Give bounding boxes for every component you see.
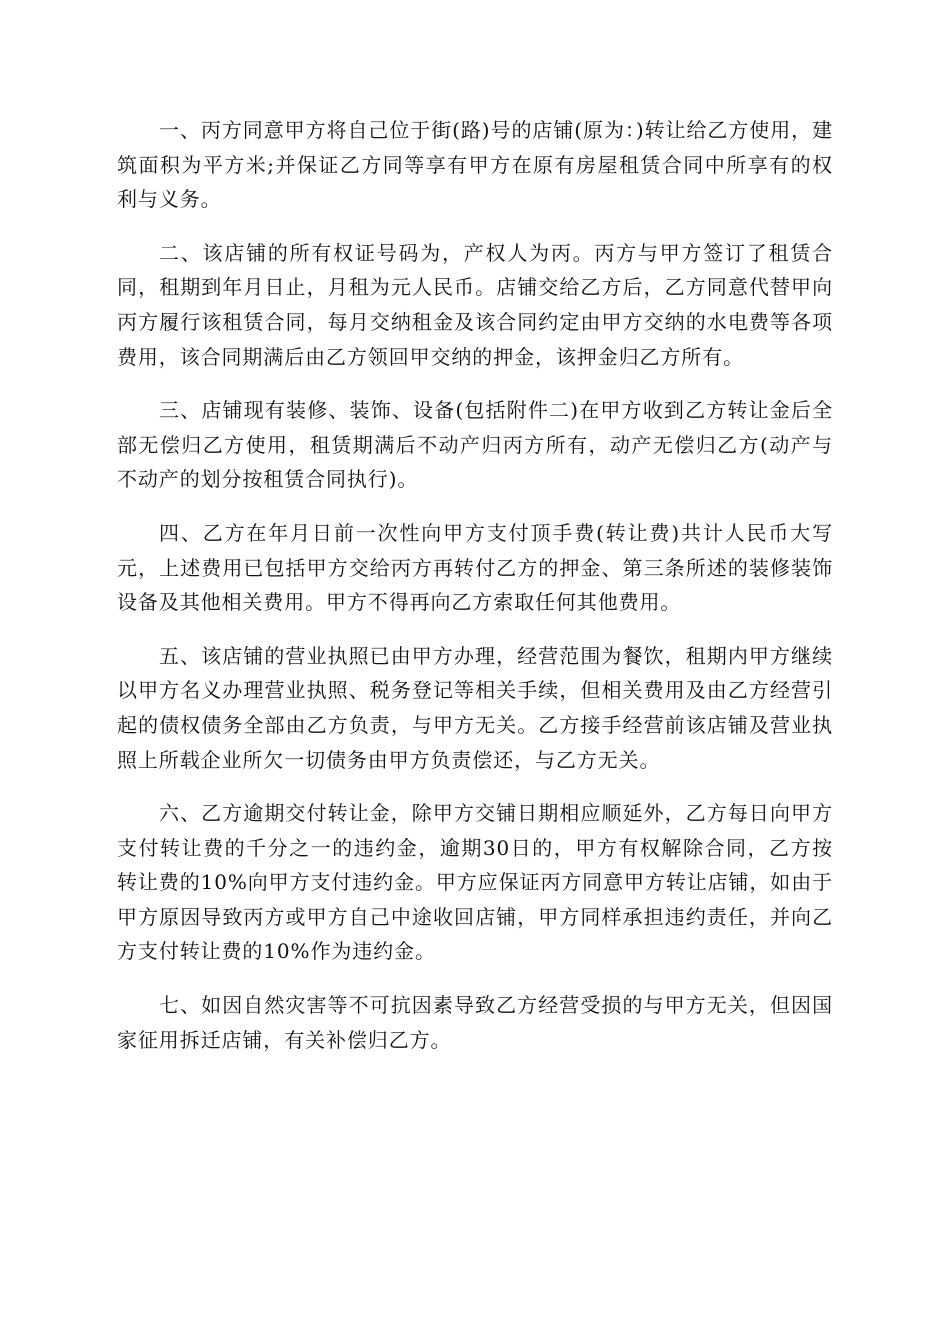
document-body — [117, 113, 833, 1076]
clause-1: 一、丙方同意甲方将自己位于街(路)号的店铺(原为：)转让给乙方使用，建筑面积为平方米;并保证乙方同等享有甲方在原有房屋租赁合同中所享有的权利与义务。 — [117, 118, 833, 212]
clause-5: 五、该店铺的营业执照已由甲方办理，经营范围为餐饮，租期内甲方继续以甲方名义办理营业执照、税务登记等相关手续，但相关费用及由乙方经营引起的债权债务全部由乙方负责，与甲方无关。乙方接手经营前该店铺及营业执照上所载企业所欠一切债务由甲方负责偿还，与乙方无关。 — [117, 643, 833, 772]
clause-2: 二、该店铺的所有权证号码为，产权人为丙。丙方与甲方签订了租赁合同，租期到年月日止，月租为元人民币。店铺交给乙方后，乙方同意代替甲向丙方履行该租赁合同，每月交纳租金及该合同约定由甲方交纳的水电费等各项费用，该合同期满后由乙方领回甲交纳的押金，该押金归乙方所有。 — [117, 240, 833, 369]
clause-4: 四、乙方在年月日前一次性向甲方支付顶手费(转让费)共计人民币大写元，上述费用已包括甲方交给丙方再转付乙方的押金、第三条所述的装修装饰设备及其他相关费用。甲方不得再向乙方索取任何其他费用。 — [117, 520, 833, 615]
clause-6: 六、乙方逾期交付转让金，除甲方交铺日期相应顺延外，乙方每日向甲方支付转让费的千分之一的违约金，逾期30日的，甲方有权解除合同，乙方按转让费的10%向甲方支付违约金。甲方应保证丙方同意甲方转让店铺，如由于甲方原因导致丙方或甲方自己中途收回店铺，甲方同样承担违约责任，并向乙方支付转让费的10%作为违约金。 — [117, 801, 833, 964]
clause-7: 七、如因自然灾害等不可抗因素导致乙方经营受损的与甲方无关，但因国家征用拆迁店铺，有关补偿归乙方。 — [117, 993, 833, 1052]
clause-3: 三、店铺现有装修、装饰、设备(包括附件二)在甲方收到乙方转让金后全部无偿归乙方使用，租赁期满后不动产归丙方所有，动产无偿归乙方(动产与不动产的划分按租赁合同执行)。 — [117, 398, 833, 492]
